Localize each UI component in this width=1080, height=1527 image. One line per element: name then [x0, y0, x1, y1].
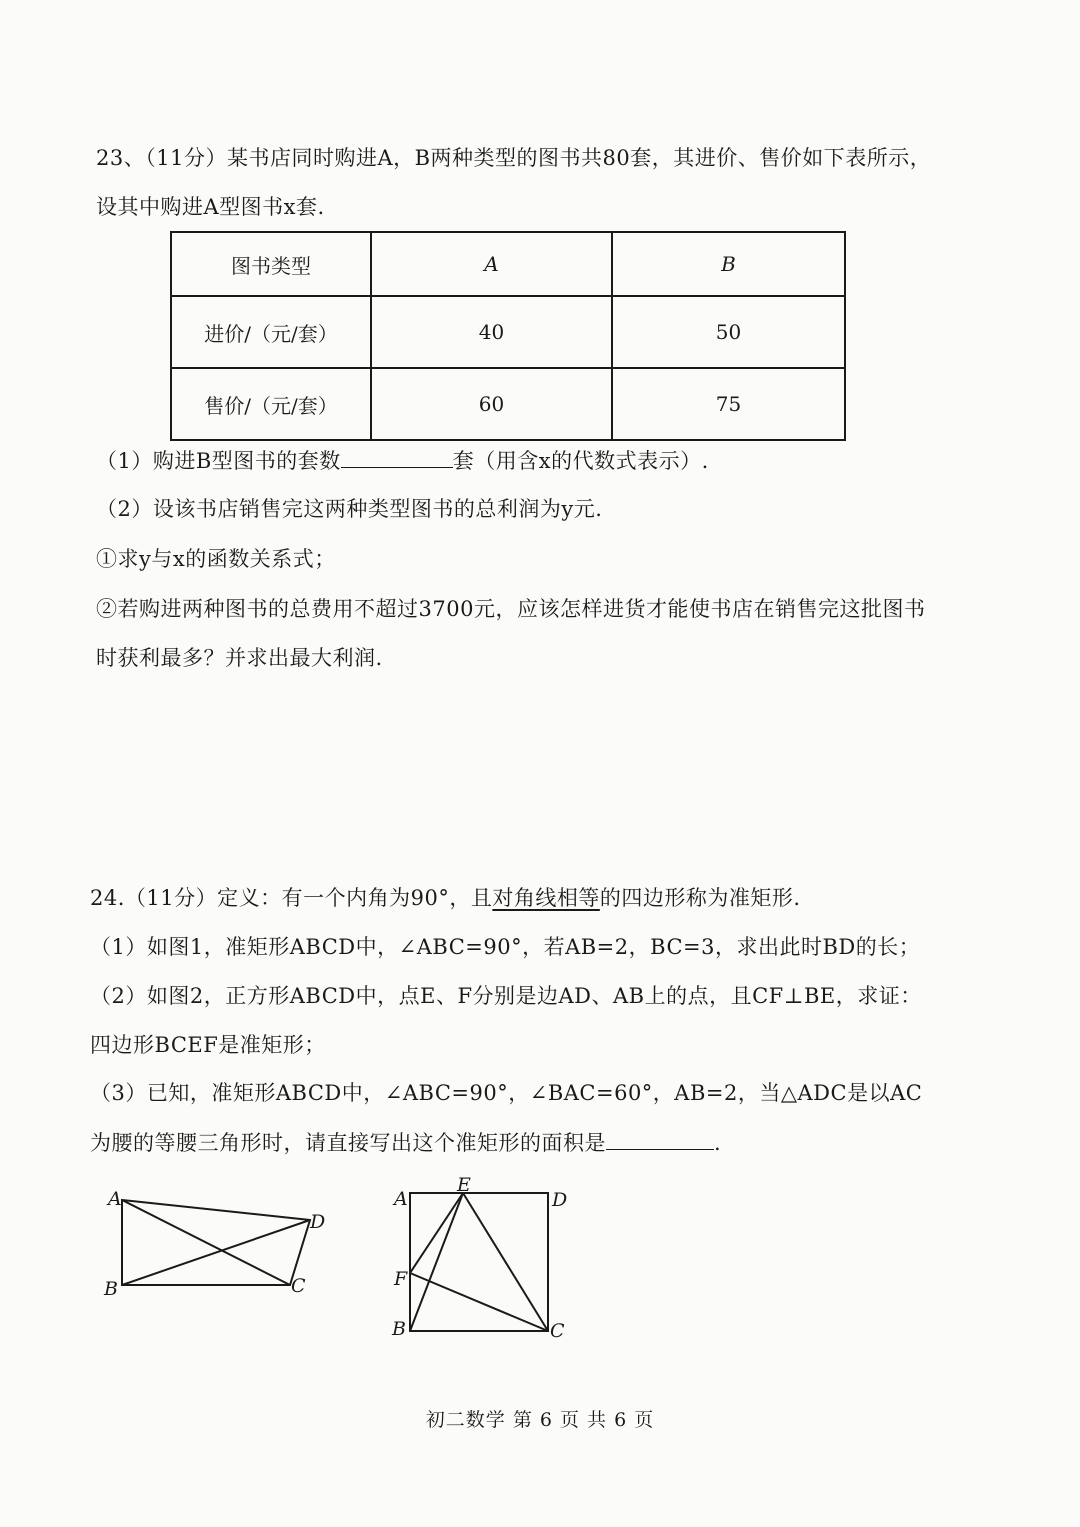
- q24-part-3-line-2: [90, 1127, 721, 1158]
- q23-part-2b-line-2: 时获利最多？并求出最大利润.: [96, 646, 383, 670]
- q23-line-2: 设其中购进A型图书x套.: [96, 195, 325, 219]
- diagonal-bd: [122, 1220, 310, 1285]
- label-d: D: [310, 1211, 326, 1233]
- quadrilateral-abcd: [122, 1200, 310, 1285]
- q23-line-1: 23、（11分）某书店同时购进A，B两种类型的图书共80套，其进价、售价如下表所示，: [96, 146, 932, 170]
- q24-part-1: （1）如图1，准矩形ABCD中，∠ABC=90°，若AB=2，BC=3，求出此时BD的长；: [90, 935, 921, 959]
- label-c: C: [550, 1320, 565, 1342]
- label-f: F: [394, 1268, 408, 1290]
- price-table: [170, 231, 846, 441]
- table-cell: 50: [612, 296, 845, 368]
- label-b: B: [392, 1318, 406, 1340]
- q23-part-1-suffix: 套（用含x的代数式表示）.: [452, 449, 709, 473]
- q23-part-2b-line-1: ②若购进两种图书的总费用不超过3700元，应该怎样进货才能使书店在销售完这批图书: [96, 597, 926, 621]
- table-header-b: B: [612, 232, 845, 296]
- q24-intro-underlined: 对角线相等: [492, 886, 600, 910]
- q24-part-2-line-1: （2）如图2，正方形ABCD中，点E、F分别是边AD、AB上的点，且CF⊥BE，求证：: [90, 984, 922, 1008]
- diagonal-ac: [122, 1200, 290, 1285]
- label-d: D: [552, 1189, 568, 1211]
- answer-blank-1[interactable]: [341, 445, 453, 468]
- square-abcd: [410, 1193, 548, 1331]
- page-footer: 初二数学 第 6 页 共 6 页: [425, 1409, 655, 1431]
- segment-cf: [410, 1273, 548, 1331]
- table-header-a: A: [371, 232, 612, 296]
- answer-blank-2[interactable]: [606, 1127, 714, 1150]
- table-cell: 进价/（元/套）: [171, 296, 371, 368]
- q24-intro-suffix: 的四边形称为准矩形.: [599, 886, 801, 910]
- q24-part-3-suffix: .: [714, 1131, 722, 1155]
- label-a: A: [108, 1188, 122, 1210]
- label-e: E: [457, 1175, 471, 1196]
- segment-ce: [463, 1193, 548, 1331]
- table-row: [171, 368, 845, 440]
- figure-1-quasi-rectangle: [100, 1185, 340, 1305]
- table-cell: 75: [612, 368, 845, 440]
- label-b: B: [104, 1278, 118, 1300]
- table-cell: 60: [371, 368, 612, 440]
- table-header-type: 图书类型: [171, 232, 371, 296]
- table-row: [171, 296, 845, 368]
- label-c: C: [291, 1275, 306, 1297]
- q23-part-1: [96, 445, 709, 476]
- q23-part-2: （2）设该书店销售完这两种类型图书的总利润为y元.: [96, 497, 603, 521]
- figure-2-square: [390, 1175, 590, 1345]
- q23-part-1-text: （1）购进B型图书的套数: [96, 449, 341, 473]
- q24-part-3-line-1: （3）已知，准矩形ABCD中，∠ABC=90°，∠BAC=60°，AB=2，当△ADC是以AC: [90, 1081, 923, 1105]
- q24-intro-text: 24.（11分）定义：有一个内角为90°，且: [90, 886, 493, 910]
- label-a: A: [394, 1188, 408, 1210]
- q23-part-2a: ①求y与x的函数关系式；: [96, 547, 336, 571]
- table-cell: 40: [371, 296, 612, 368]
- table-row: [171, 232, 845, 296]
- q24-part-3-text: 为腰的等腰三角形时，请直接写出这个准矩形的面积是: [90, 1131, 606, 1155]
- table-cell: 售价/（元/套）: [171, 368, 371, 440]
- q24-intro: [90, 883, 801, 913]
- q24-part-2-line-2: 四边形BCEF是准矩形；: [90, 1033, 326, 1057]
